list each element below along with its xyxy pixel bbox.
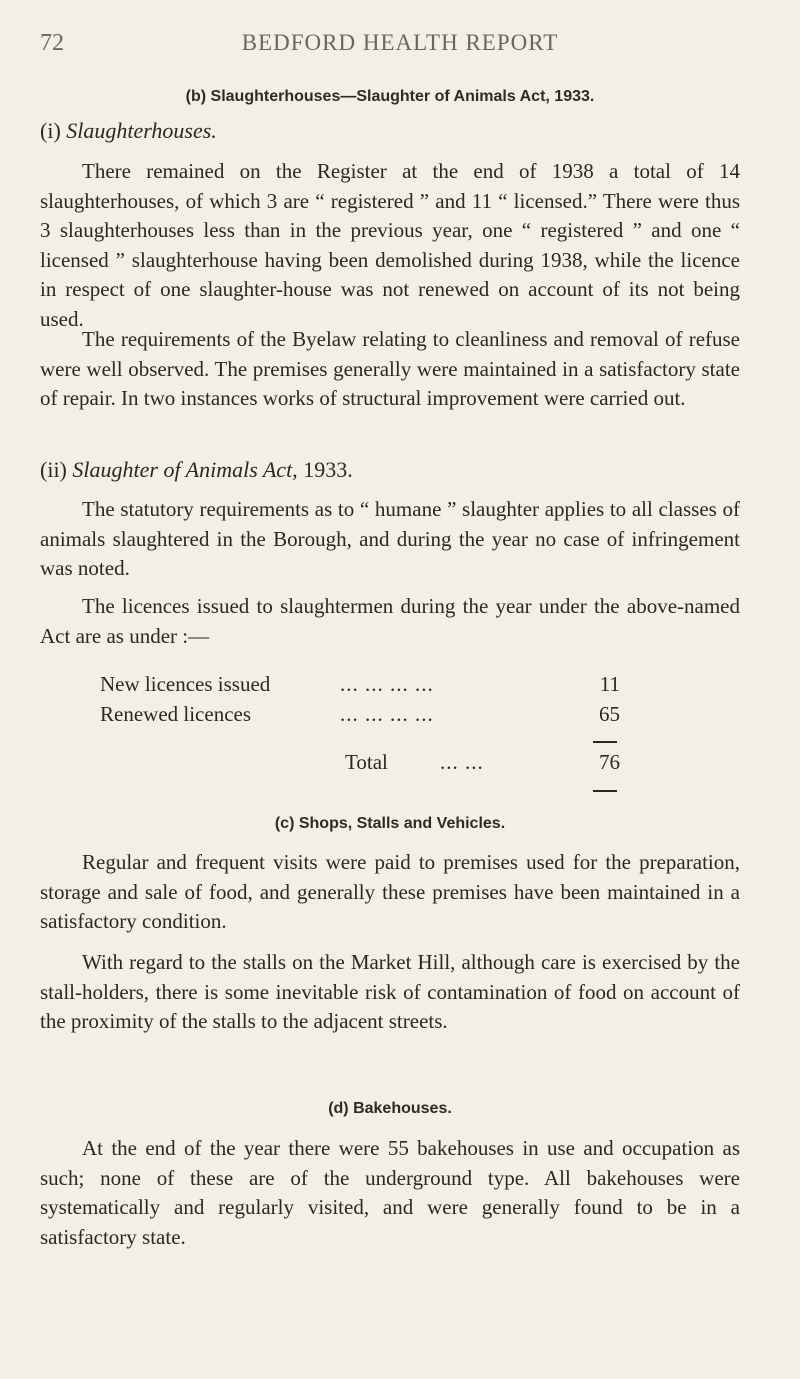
page-header [40, 30, 760, 58]
row-value: 65 [599, 702, 620, 726]
leader-dots: ... ... [440, 750, 484, 774]
subsection-i-number: (i) [40, 118, 61, 143]
sum-rule-bottom [593, 790, 617, 792]
sum-rule-top [593, 741, 617, 743]
market-stalls-paragraph [40, 948, 740, 1037]
section-b-heading: (b) Slaughterhouses—Slaughter of Animals Act, 1933. [185, 88, 595, 105]
section-c-heading: (c) Shops, Stalls and Vehicles. [274, 815, 506, 832]
paragraph-text: At the end of the year there were 55 bakehouses in use and occupation as such; none of these are of the underground type. All bakehouses were systematically and regularly visited, and were generally found to be in a satisfactory state. [40, 1136, 740, 1249]
byelaw-paragraph [40, 325, 740, 414]
food-premises-paragraph [40, 848, 740, 937]
row-value: 11 [599, 672, 620, 696]
paragraph-text: The requirements of the Byelaw relating to cleanliness and removal of refuse were well observed. The premises generally were maintained in a satisfactory state of repair. In two instances works of structural improvement were carried out. [40, 327, 740, 411]
slaughterhouse-register-paragraph [40, 157, 740, 335]
subsection-ii-title: Slaughter of Animals Act, [72, 457, 298, 482]
paragraph-text: The licences issued to slaughtermen during the year under the above-named Act are as under :— [40, 594, 740, 648]
leader-dots: ... ... ... ... [340, 672, 434, 696]
subsection-ii-number: (ii) [40, 457, 67, 482]
licences-intro-paragraph [40, 592, 740, 651]
row-label: New licences issued [100, 672, 271, 696]
total-row [100, 750, 620, 780]
table-row [100, 672, 620, 702]
table-row [100, 702, 620, 732]
row-label: Renewed licences [100, 702, 252, 726]
paragraph-text: Regular and frequent visits were paid to premises used for the preparation, storage and sale of food, and generally these premises have been maintained in a satisfactory condition. [40, 850, 740, 934]
subsection-ii-heading [40, 457, 740, 483]
page-number: 72 [40, 30, 64, 56]
total-value: 76 [599, 750, 620, 774]
section-d-heading: (d) Bakehouses. [328, 1100, 452, 1117]
paragraph-text: The statutory requirements as to “ humane ” slaughter applies to all classes of animals slaughtered in the Borough, and during the year no case of infringement was noted. [40, 497, 740, 581]
running-title: BEDFORD HEALTH REPORT [241, 30, 559, 55]
paragraph-text: There remained on the Register at the end of 1938 a total of 14 slaughterhouses, of which 3 are “ registered ” and 11 “ licensed.” There were thus 3 slaughterhouses less than in the previous year, one “ registered ” and one “ licensed ” slaughterhouse having been demolished during 1938, while the licence in respect of one slaughter-house was not renewed on account of its not being used. [40, 159, 740, 331]
leader-dots: ... ... ... ... [340, 702, 434, 726]
bakehouses-paragraph [40, 1134, 740, 1252]
subsection-i-title: Slaughterhouses. [66, 118, 217, 143]
humane-slaughter-paragraph [40, 495, 740, 584]
total-label: Total [345, 750, 388, 774]
subsection-i-heading [40, 118, 740, 144]
paragraph-text: With regard to the stalls on the Market Hill, although care is exercised by the stall-holders, there is some inevitable risk of contamination of food on account of the proximity of the stalls to the adjacent streets. [40, 950, 740, 1034]
subsection-ii-year: 1933. [303, 457, 353, 482]
